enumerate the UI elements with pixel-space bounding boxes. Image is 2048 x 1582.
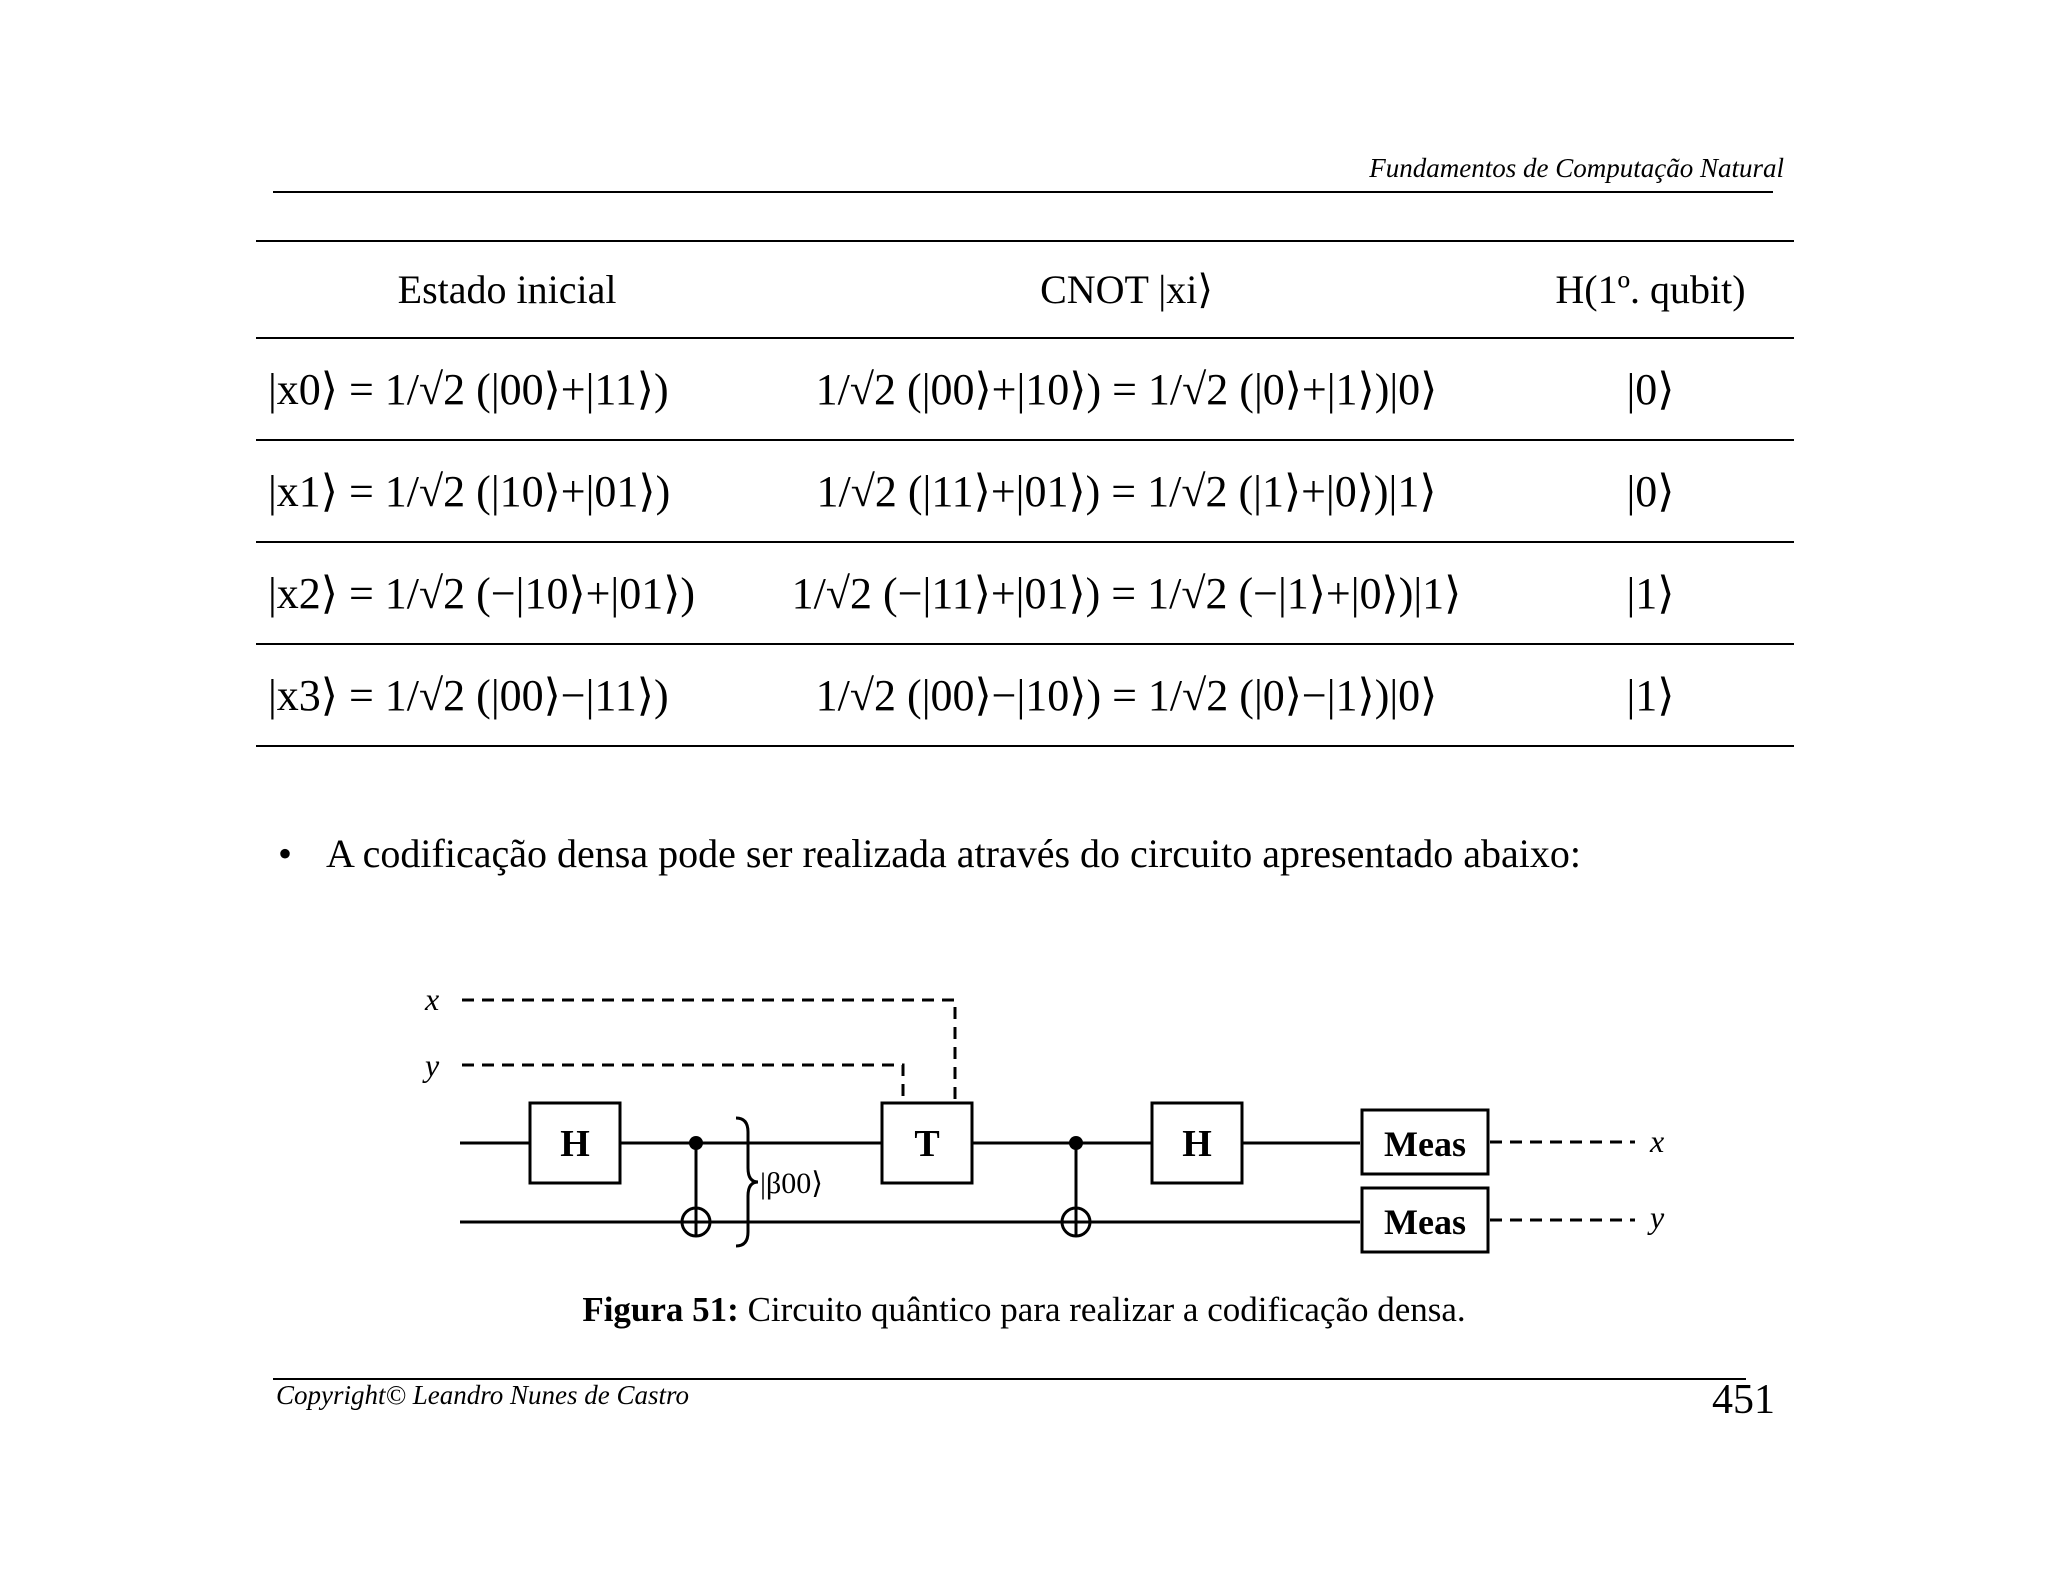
- brace-icon: [736, 1118, 758, 1246]
- header-rule: [273, 191, 1773, 193]
- header-hadamard: H(1º. qubit): [1555, 267, 1746, 312]
- table-row: [256, 338, 1794, 440]
- t-gate-label: T: [914, 1123, 940, 1165]
- cnot-cell: 1/√2 (|00⟩−|10⟩) = 1/√2 (|0⟩−|1⟩)|0⟩: [815, 670, 1438, 720]
- header-estado-inicial: Estado inicial: [397, 267, 617, 312]
- running-header: Fundamentos de Computação Natural: [1369, 153, 1784, 183]
- cnot-cell: 1/√2 (|00⟩+|10⟩) = 1/√2 (|0⟩+|1⟩)|0⟩: [815, 364, 1438, 414]
- bell-state-label: |β00⟩: [760, 1167, 823, 1200]
- state-cell: |x2⟩ = 1/√2 (−|10⟩+|01⟩): [268, 568, 696, 618]
- table-row: [256, 644, 1794, 746]
- footer-copyright: Copyright© Leandro Nunes de Castro: [276, 1380, 690, 1410]
- table-row: [256, 542, 1794, 644]
- measurement-label: Meas: [1384, 1202, 1466, 1242]
- state-table: [256, 240, 1794, 747]
- state-cell: |x0⟩ = 1/√2 (|00⟩+|11⟩): [268, 364, 669, 414]
- cnot-cell: 1/√2 (−|11⟩+|01⟩) = 1/√2 (−|1⟩+|0⟩)|1⟩: [791, 568, 1462, 618]
- bullet-icon: •: [278, 831, 293, 876]
- table-header-row: [256, 241, 1794, 338]
- hadamard-cell: |0⟩: [1626, 466, 1675, 516]
- bullet-paragraph: [278, 830, 1581, 877]
- input-label-y: y: [425, 1047, 440, 1083]
- state-cell: |x3⟩ = 1/√2 (|00⟩−|11⟩): [268, 670, 669, 720]
- figure-caption: [0, 1290, 2048, 1330]
- state-cell: |x1⟩ = 1/√2 (|10⟩+|01⟩): [268, 466, 671, 516]
- table-row: [256, 440, 1794, 542]
- measurement-label: Meas: [1384, 1124, 1466, 1164]
- input-label-x: x: [425, 981, 440, 1017]
- hadamard-gate-label: H: [1182, 1123, 1212, 1165]
- output-label-y: y: [1650, 1199, 1665, 1235]
- hadamard-cell: |1⟩: [1626, 670, 1675, 720]
- hadamard-cell: |0⟩: [1626, 364, 1675, 414]
- caption-text: Circuito quântico para realizar a codificação densa.: [738, 1290, 1466, 1329]
- classical-wire-y: [462, 1065, 903, 1103]
- output-label-x: x: [1650, 1123, 1665, 1159]
- header-cnot: CNOT |xi⟩: [1040, 267, 1213, 312]
- hadamard-cell: |1⟩: [1626, 568, 1675, 618]
- classical-wire-x: [462, 1000, 955, 1103]
- quantum-circuit-diagram: [400, 960, 1740, 1280]
- bullet-text: A codificação densa pode ser realizada através do circuito apresentado abaixo:: [326, 831, 1581, 876]
- caption-label: Figura 51:: [582, 1290, 739, 1329]
- hadamard-gate-label: H: [560, 1123, 590, 1165]
- page-number: 451: [1712, 1377, 1775, 1423]
- cnot-cell: 1/√2 (|11⟩+|01⟩) = 1/√2 (|1⟩+|0⟩)|1⟩: [816, 466, 1437, 516]
